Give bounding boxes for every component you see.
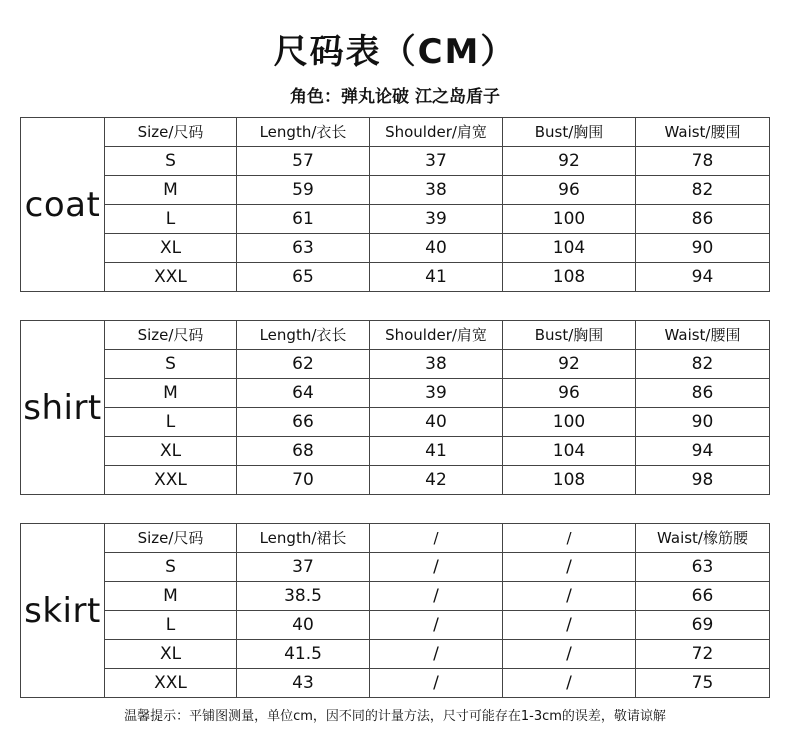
bust-cell: 96 bbox=[503, 176, 636, 205]
table-row bbox=[21, 147, 770, 176]
column-header-bust: Bust/胸围 bbox=[503, 321, 636, 350]
garment-label: skirt bbox=[21, 524, 105, 698]
column-header-waist: Waist/腰围 bbox=[636, 321, 770, 350]
waist-cell: 86 bbox=[636, 205, 770, 234]
bust-cell: 96 bbox=[503, 379, 636, 408]
table-header-row bbox=[21, 118, 770, 147]
size-cell: S bbox=[105, 147, 237, 176]
column-header-waist: Waist/橡筋腰 bbox=[636, 524, 770, 553]
size-cell: L bbox=[105, 408, 237, 437]
size-cell: L bbox=[105, 611, 237, 640]
shoulder-cell: / bbox=[370, 669, 503, 698]
length-cell: 65 bbox=[237, 263, 370, 292]
size-cell: L bbox=[105, 205, 237, 234]
length-cell: 68 bbox=[237, 437, 370, 466]
shoulder-cell: 37 bbox=[370, 147, 503, 176]
column-header-length: Length/裙长 bbox=[237, 524, 370, 553]
bust-cell: 104 bbox=[503, 437, 636, 466]
waist-cell: 90 bbox=[636, 234, 770, 263]
waist-cell: 90 bbox=[636, 408, 770, 437]
shoulder-cell: / bbox=[370, 553, 503, 582]
bust-cell: 108 bbox=[503, 263, 636, 292]
character-subtitle: 角色：弹丸论破 江之岛盾子 bbox=[290, 87, 500, 107]
length-cell: 43 bbox=[237, 669, 370, 698]
size-cell: XXL bbox=[105, 669, 237, 698]
waist-cell: 69 bbox=[636, 611, 770, 640]
table-row bbox=[21, 234, 770, 263]
bust-cell: / bbox=[503, 640, 636, 669]
garment-label: coat bbox=[21, 118, 105, 292]
table-row bbox=[21, 350, 770, 379]
length-cell: 40 bbox=[237, 611, 370, 640]
table-row bbox=[21, 263, 770, 292]
table-row bbox=[21, 611, 770, 640]
waist-cell: 66 bbox=[636, 582, 770, 611]
length-cell: 41.5 bbox=[237, 640, 370, 669]
column-header-shoulder: Shoulder/肩宽 bbox=[370, 321, 503, 350]
bust-cell: / bbox=[503, 669, 636, 698]
table-row bbox=[21, 466, 770, 495]
column-header-size: Size/尺码 bbox=[105, 118, 237, 147]
shoulder-cell: / bbox=[370, 611, 503, 640]
size-cell: M bbox=[105, 379, 237, 408]
length-cell: 64 bbox=[237, 379, 370, 408]
bust-cell: 100 bbox=[503, 205, 636, 234]
bust-cell: 108 bbox=[503, 466, 636, 495]
waist-cell: 72 bbox=[636, 640, 770, 669]
table-row bbox=[21, 553, 770, 582]
size-cell: XL bbox=[105, 234, 237, 263]
shoulder-cell: 42 bbox=[370, 466, 503, 495]
bust-cell: / bbox=[503, 553, 636, 582]
table-row bbox=[21, 669, 770, 698]
length-cell: 59 bbox=[237, 176, 370, 205]
waist-cell: 98 bbox=[636, 466, 770, 495]
bust-cell: 104 bbox=[503, 234, 636, 263]
bust-cell: 92 bbox=[503, 147, 636, 176]
table-row bbox=[21, 408, 770, 437]
column-header-waist: Waist/腰围 bbox=[636, 118, 770, 147]
length-cell: 70 bbox=[237, 466, 370, 495]
shoulder-cell: 41 bbox=[370, 263, 503, 292]
shoulder-cell: / bbox=[370, 582, 503, 611]
length-cell: 62 bbox=[237, 350, 370, 379]
bust-cell: / bbox=[503, 611, 636, 640]
shoulder-cell: 38 bbox=[370, 176, 503, 205]
column-header-length: Length/衣长 bbox=[237, 118, 370, 147]
shoulder-cell: 40 bbox=[370, 408, 503, 437]
size-table-coat bbox=[20, 117, 770, 292]
column-header-bust: / bbox=[503, 524, 636, 553]
bust-cell: 100 bbox=[503, 408, 636, 437]
page-title: 尺码表（CM） bbox=[273, 32, 517, 72]
column-header-bust: Bust/胸围 bbox=[503, 118, 636, 147]
measurement-note: 温馨提示：平铺图测量，单位cm，因不同的计量方法，尺寸可能存在1-3cm的误差，敬请谅解 bbox=[124, 709, 666, 724]
column-header-size: Size/尺码 bbox=[105, 524, 237, 553]
waist-cell: 75 bbox=[636, 669, 770, 698]
length-cell: 63 bbox=[237, 234, 370, 263]
table-row bbox=[21, 176, 770, 205]
size-cell: XL bbox=[105, 437, 237, 466]
bust-cell: / bbox=[503, 582, 636, 611]
length-cell: 57 bbox=[237, 147, 370, 176]
shoulder-cell: 38 bbox=[370, 350, 503, 379]
waist-cell: 94 bbox=[636, 263, 770, 292]
waist-cell: 82 bbox=[636, 176, 770, 205]
length-cell: 37 bbox=[237, 553, 370, 582]
table-row bbox=[21, 437, 770, 466]
shoulder-cell: 40 bbox=[370, 234, 503, 263]
shoulder-cell: 39 bbox=[370, 379, 503, 408]
size-cell: XXL bbox=[105, 263, 237, 292]
waist-cell: 82 bbox=[636, 350, 770, 379]
size-cell: M bbox=[105, 582, 237, 611]
column-header-size: Size/尺码 bbox=[105, 321, 237, 350]
table-row bbox=[21, 582, 770, 611]
table-row bbox=[21, 640, 770, 669]
shoulder-cell: / bbox=[370, 640, 503, 669]
size-cell: XXL bbox=[105, 466, 237, 495]
garment-label: shirt bbox=[21, 321, 105, 495]
table-row bbox=[21, 379, 770, 408]
table-header-row bbox=[21, 321, 770, 350]
waist-cell: 86 bbox=[636, 379, 770, 408]
waist-cell: 78 bbox=[636, 147, 770, 176]
size-table-skirt bbox=[20, 523, 770, 698]
column-header-length: Length/衣长 bbox=[237, 321, 370, 350]
waist-cell: 63 bbox=[636, 553, 770, 582]
size-cell: S bbox=[105, 553, 237, 582]
size-cell: M bbox=[105, 176, 237, 205]
shoulder-cell: 41 bbox=[370, 437, 503, 466]
column-header-shoulder: Shoulder/肩宽 bbox=[370, 118, 503, 147]
table-header-row bbox=[21, 524, 770, 553]
shoulder-cell: 39 bbox=[370, 205, 503, 234]
table-row bbox=[21, 205, 770, 234]
column-header-shoulder: / bbox=[370, 524, 503, 553]
length-cell: 38.5 bbox=[237, 582, 370, 611]
length-cell: 66 bbox=[237, 408, 370, 437]
bust-cell: 92 bbox=[503, 350, 636, 379]
waist-cell: 94 bbox=[636, 437, 770, 466]
size-cell: XL bbox=[105, 640, 237, 669]
size-cell: S bbox=[105, 350, 237, 379]
size-table-shirt bbox=[20, 320, 770, 495]
length-cell: 61 bbox=[237, 205, 370, 234]
